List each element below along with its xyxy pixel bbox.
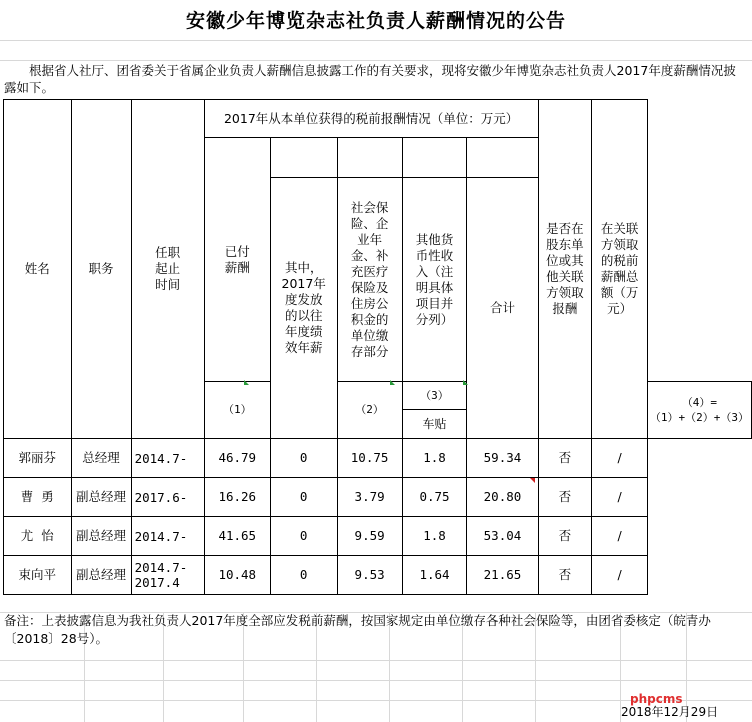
- cell-bonus: 0: [270, 478, 337, 517]
- table-row: [4, 556, 752, 595]
- cell-other: 1.64: [402, 556, 467, 595]
- cell-total: 59.34: [467, 439, 538, 478]
- cell-position: 副总经理: [71, 556, 131, 595]
- header-shareholder: 是否在股东单位或其他关联方领取报酬: [538, 100, 592, 439]
- cell-bonus: 0: [270, 517, 337, 556]
- header-bonus: 其中，2017年度发放的以往年度绩效年薪: [270, 178, 337, 439]
- cell-paid: 16.26: [204, 478, 270, 517]
- header-blank-bonus: [270, 138, 337, 178]
- header-blank-social: [337, 138, 402, 178]
- data-rows: [4, 439, 752, 595]
- cell-other: 1.8: [402, 439, 467, 478]
- cell-term: 2017.6-: [131, 478, 204, 517]
- cell-related: /: [592, 517, 648, 556]
- table-row: [4, 439, 752, 478]
- header-blank-total: [467, 138, 538, 178]
- header-other: 其他货币性收入（注明具体项目并分列）: [402, 178, 467, 382]
- header-related: 在关联方领取的税前薪酬总额（万元）: [592, 100, 648, 439]
- cell-bonus: 0: [270, 556, 337, 595]
- header-paid: 已付薪酬: [204, 138, 270, 382]
- cell-bonus: 0: [270, 439, 337, 478]
- page-title: 安徽少年博览杂志社负责人薪酬情况的公告: [185, 10, 566, 32]
- header-row-1: [4, 100, 752, 138]
- cell-total: 53.04: [467, 517, 538, 556]
- note-paragraph: 备注：上表披露信息为我社负责人2017年度全部应发税前薪酬，按国家规定由单位缴存各种社会保险等，由团省委核定（皖青办〔2018〕28号）。: [4, 613, 711, 646]
- cell-term: 2014.7-: [131, 517, 204, 556]
- code-total: （4）=（1）+（2）+（3）: [647, 382, 751, 439]
- header-social: 社会保险、企业年金、补充医疗保险及住房公积金的单位缴存部分: [337, 178, 402, 382]
- other-item-car: 车贴: [422, 417, 447, 431]
- cell-position: 总经理: [71, 439, 131, 478]
- cell-marker-icon: [463, 380, 468, 385]
- cell-other: 0.75: [402, 478, 467, 517]
- cell-name: 尤 怡: [4, 517, 72, 556]
- cell-social: 3.79: [337, 478, 402, 517]
- header-total: 合计: [467, 178, 538, 439]
- other-code-cell: [402, 382, 467, 439]
- salary-table: [3, 99, 752, 595]
- cell-total: 21.65: [467, 556, 538, 595]
- code-paid: （1）: [204, 382, 270, 439]
- cell-name: 束向平: [4, 556, 72, 595]
- cell-shareholder: 否: [538, 517, 592, 556]
- cell-shareholder: 否: [538, 478, 592, 517]
- header-group: 2017年从本单位获得的税前报酬情况（单位：万元）: [204, 100, 538, 138]
- intro-paragraph: 根据省人社厅、团省委关于省属企业负责人薪酬信息披露工作的有关要求，现将安徽少年博览杂志社负责人2017年度薪酬情况披露如下。: [4, 63, 736, 95]
- cell-related: /: [592, 556, 648, 595]
- code-other: （3）: [403, 382, 467, 410]
- cell-position: 副总经理: [71, 478, 131, 517]
- cell-other: 1.8: [402, 517, 467, 556]
- table-row: [4, 517, 752, 556]
- cell-related: /: [592, 439, 648, 478]
- cell-related: /: [592, 478, 648, 517]
- header-name: 姓名: [4, 100, 72, 439]
- cell-total: 20.80: [467, 478, 538, 517]
- cell-name: 曹 勇: [4, 478, 72, 517]
- header-position: 职务: [71, 100, 131, 439]
- table-row: [4, 478, 752, 517]
- cell-position: 副总经理: [71, 517, 131, 556]
- header-blank-other: [402, 138, 467, 178]
- code-social: （2）: [337, 382, 402, 439]
- cell-shareholder: 否: [538, 556, 592, 595]
- cell-name: 郭丽芬: [4, 439, 72, 478]
- watermark-logo: phpcms: [630, 692, 683, 706]
- cell-marker-icon: [390, 380, 395, 385]
- cell-term: 2014.7-2017.4: [131, 556, 204, 595]
- comment-marker-icon: [530, 478, 535, 483]
- cell-shareholder: 否: [538, 439, 592, 478]
- cell-paid: 46.79: [204, 439, 270, 478]
- header-term: 任职起止时间: [131, 100, 204, 439]
- cell-paid: 10.48: [204, 556, 270, 595]
- cell-social: 10.75: [337, 439, 402, 478]
- cell-social: 9.59: [337, 517, 402, 556]
- cell-term: 2014.7-: [131, 439, 204, 478]
- cell-social: 9.53: [337, 556, 402, 595]
- publish-date: 2018年12月29日: [621, 705, 719, 719]
- cell-paid: 41.65: [204, 517, 270, 556]
- cell-marker-icon: [244, 380, 249, 385]
